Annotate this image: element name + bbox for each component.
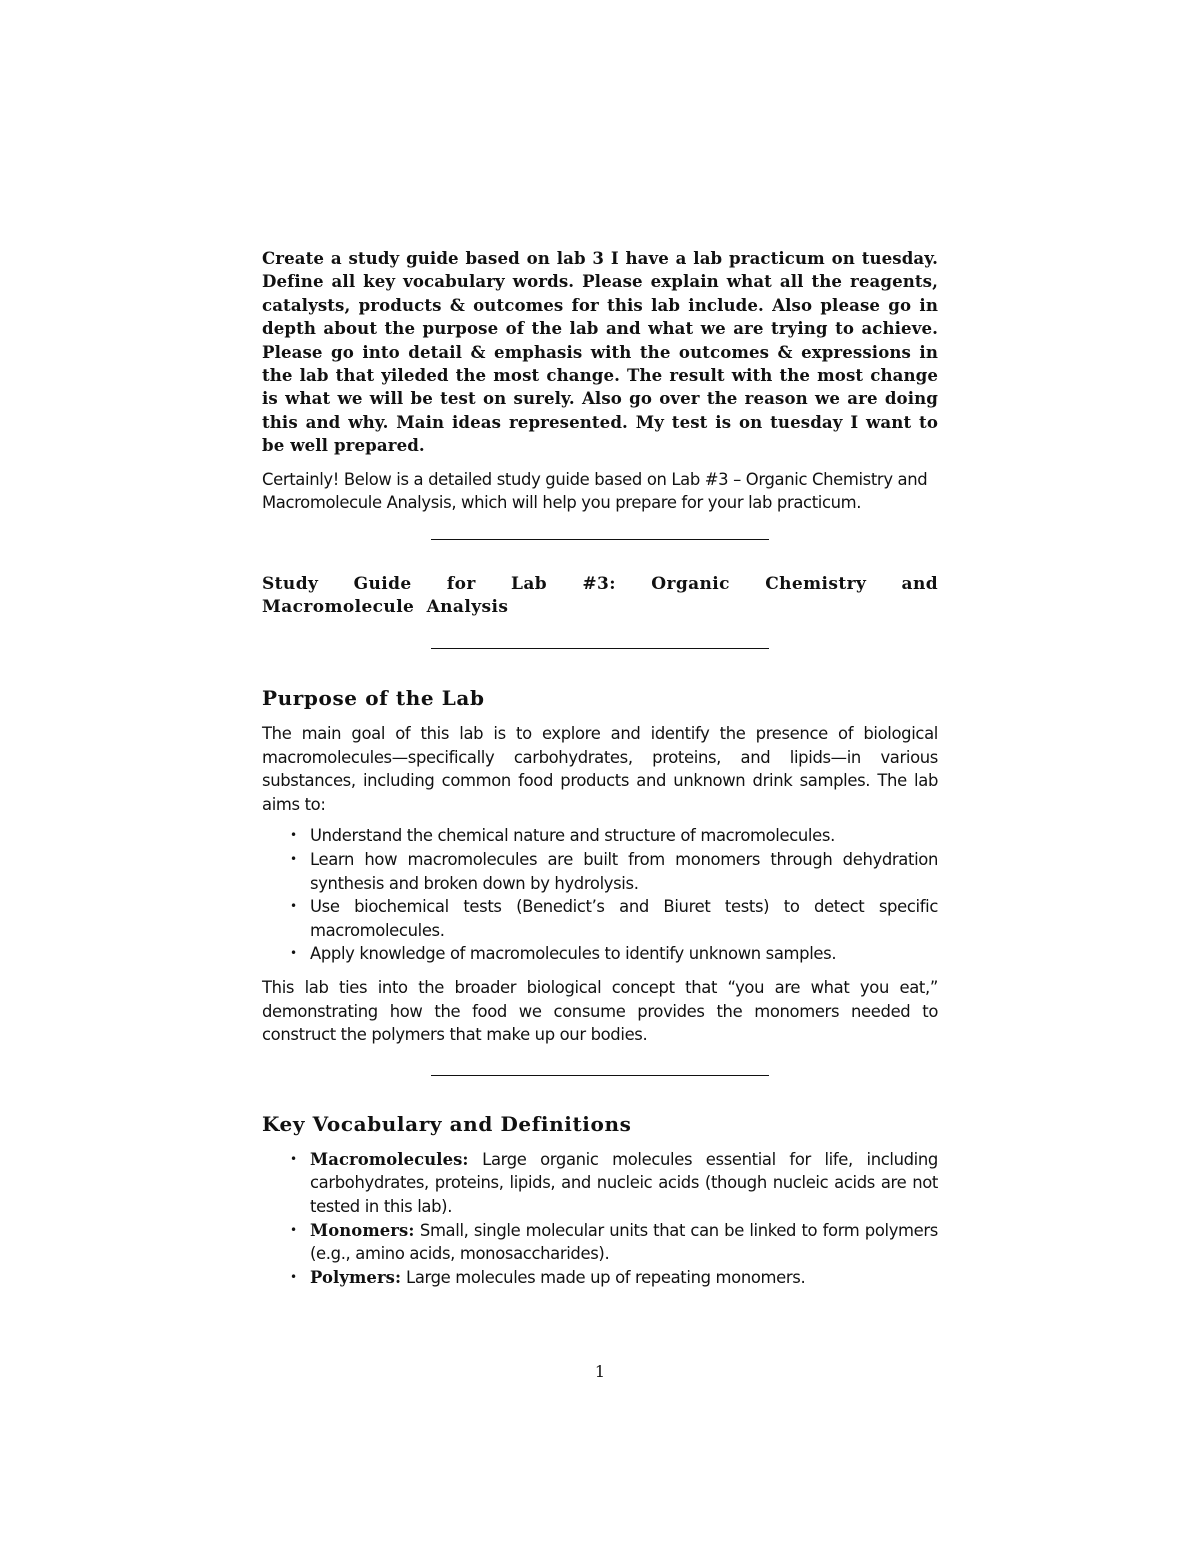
document-page bbox=[262, 247, 938, 1289]
aim-text: Apply knowledge of macromolecules to identify unknown samples. bbox=[310, 944, 837, 964]
list-item bbox=[262, 1266, 938, 1290]
bullet-icon: • bbox=[290, 946, 297, 961]
vocab-definition: Small, single molecular units that can be linked to form polymers (e.g., amino acids, monosaccharides). bbox=[310, 1220, 938, 1264]
horizontal-rule bbox=[431, 539, 769, 540]
vocab-term: Monomers: bbox=[310, 1220, 415, 1240]
aim-text: Understand the chemical nature and structure of macromolecules. bbox=[310, 826, 835, 846]
list-item bbox=[262, 942, 938, 966]
vocabulary-list bbox=[262, 1148, 938, 1290]
purpose-closing-paragraph: This lab ties into the broader biological concept that “you are what you eat,” demonstrating how the food we consume provides the monomers needed to construct the polymers that make up our bodies. bbox=[262, 977, 938, 1045]
bullet-icon: • bbox=[290, 828, 297, 843]
list-item bbox=[262, 848, 938, 895]
page-number: 1 bbox=[594, 1362, 606, 1381]
bullet-icon: • bbox=[290, 899, 297, 914]
bullet-icon: • bbox=[290, 852, 297, 866]
vocabulary-heading: Key Vocabulary and Definitions bbox=[262, 1111, 632, 1136]
aims-list bbox=[262, 824, 938, 966]
horizontal-rule bbox=[431, 1075, 769, 1076]
vocab-term: Polymers: bbox=[310, 1267, 402, 1287]
horizontal-rule bbox=[431, 648, 769, 649]
purpose-heading: Purpose of the Lab bbox=[262, 686, 485, 711]
aim-text: Learn how macromolecules are built from monomers through dehydration synthesis and broken down by hydrolysis. bbox=[310, 850, 938, 893]
user-prompt: Create a study guide based on lab 3 I have a lab practicum on tuesday. Define all key vocabulary words. Please explain what all the reagents, catalysts, products & outcomes for this lab include. Also please go in depth about the purpose of the lab and what we are trying to achieve. Please go into detail & emphasis with the outcomes & expressions in the lab that yileded the most change. The result with the most change is what we will be test on surely. Also go over the reason we are doing this and why. Main ideas represented. My test is on tuesday I want to be well prepared. bbox=[262, 248, 938, 456]
vocab-definition: Large organic molecules essential for life, including carbohydrates, proteins, lipids, and nucleic acids (though nucleic acids are not tested in this lab). bbox=[310, 1149, 938, 1216]
vocab-definition: Large molecules made up of repeating monomers. bbox=[406, 1267, 806, 1287]
list-item bbox=[262, 824, 938, 848]
list-item bbox=[262, 1219, 938, 1266]
purpose-paragraph: The main goal of this lab is to explore and identify the presence of biological macromolecules—specifically carbohydrates, proteins, and lipids—in various substances, including common food products and unknown drink samples. The lab aims to: bbox=[262, 724, 938, 814]
response-intro: Certainly! Below is a detailed study guide based on Lab #3 – Organic Chemistry and Macromolecule Analysis, which will help you prepare for your lab practicum. bbox=[262, 469, 928, 513]
list-item bbox=[262, 1148, 938, 1219]
bullet-icon: • bbox=[290, 1269, 297, 1284]
vocab-term: Macromolecules: bbox=[310, 1149, 469, 1169]
bullet-icon: • bbox=[290, 1222, 297, 1237]
study-guide-title: Study Guide for Lab #3: Organic Chemistry and Macromolecule Analysis bbox=[262, 573, 938, 618]
aim-text: Use biochemical tests (Benedict’s and Biuret tests) to detect specific macromolecules. bbox=[310, 897, 938, 940]
list-item bbox=[262, 895, 938, 942]
bullet-icon: • bbox=[290, 1151, 297, 1166]
